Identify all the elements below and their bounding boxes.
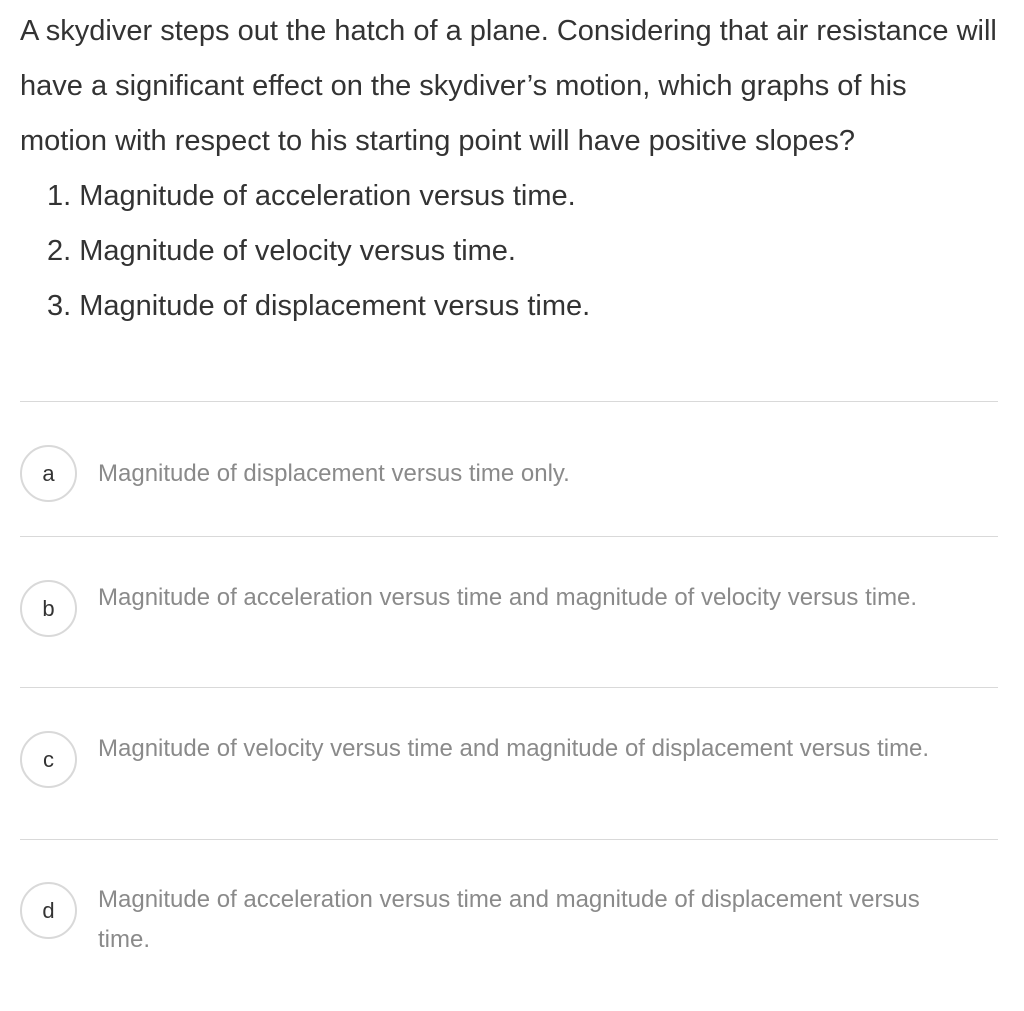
answer-option-a[interactable] (20, 445, 998, 505)
statement-number: 3. (47, 290, 72, 322)
statement-item (47, 169, 1000, 224)
question-stem: A skydiver steps out the hatch of a plane. Considering that air resistance will have a significant effect on the skydiver’s motion, which graphs of his motion with respect to his starting point will have positive slopes? (20, 15, 997, 157)
statement-text: Magnitude of velocity versus time. (79, 235, 516, 267)
divider (20, 839, 998, 840)
answer-option-d[interactable] (20, 882, 998, 962)
statement-text: Magnitude of acceleration versus time. (79, 180, 576, 212)
question (20, 4, 1000, 334)
option-text[interactable]: Magnitude of acceleration versus time and magnitude of velocity versus time. (98, 584, 918, 611)
answer-option-b[interactable] (20, 580, 998, 660)
statement-number: 2. (47, 235, 72, 267)
divider (20, 401, 998, 402)
option-text[interactable]: Magnitude of velocity versus time and magnitude of displacement versus time. (98, 735, 930, 762)
option-letter-badge[interactable]: d (20, 882, 77, 939)
statement-item (47, 279, 1000, 334)
statement-text: Magnitude of displacement versus time. (79, 290, 591, 322)
option-letter-badge[interactable]: c (20, 731, 77, 788)
option-text[interactable]: Magnitude of displacement versus time only. (98, 460, 570, 487)
option-text[interactable]: Magnitude of acceleration versus time and magnitude of displacement versus time. (98, 886, 920, 953)
divider (20, 536, 998, 537)
statement-item (47, 224, 1000, 279)
statement-list (20, 169, 1000, 334)
answer-option-c[interactable] (20, 731, 998, 811)
statement-number: 1. (47, 180, 72, 212)
divider (20, 687, 998, 688)
option-letter-badge[interactable]: b (20, 580, 77, 637)
option-letter-badge[interactable]: a (20, 445, 77, 502)
